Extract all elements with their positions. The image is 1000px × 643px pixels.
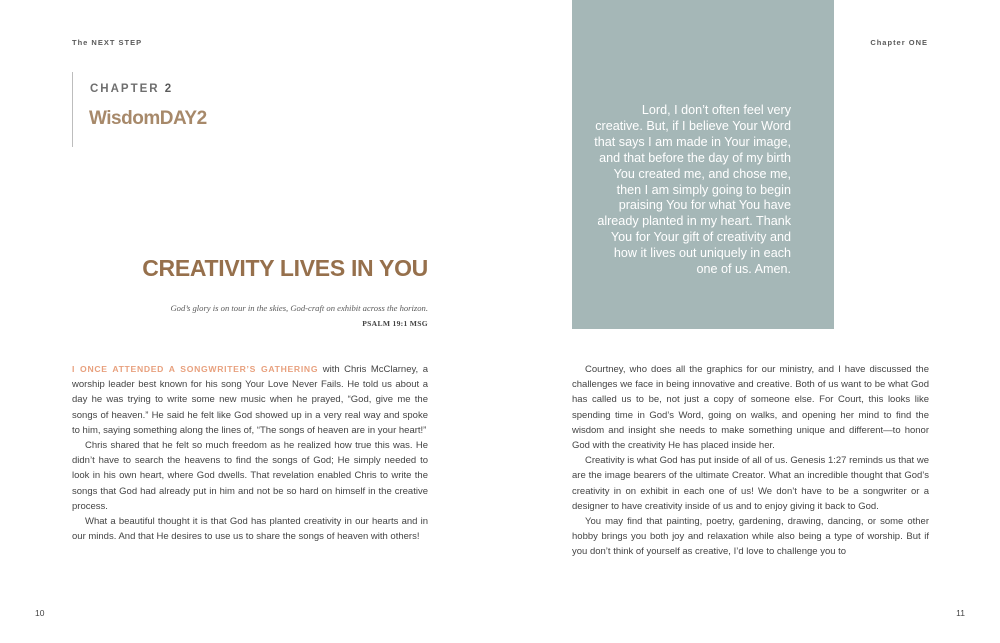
day-title: WisdomDAY2 (89, 108, 207, 129)
left-body-text (72, 362, 428, 544)
prayer-panel (572, 0, 834, 329)
left-paragraph-1 (72, 362, 428, 438)
chapter-number: 2 (164, 83, 174, 95)
right-paragraph-2: Creativity is what God has put inside of all of us. Genesis 1:27 reminds us that we are the image bearers of the ultimate Creator. What an incredible thought that God’s creativity in on exhibit in each one of us! We don’t have to be a songwriter or a designer to have creativity inside of us and to enjoy giving it back to God. (572, 455, 929, 512)
chapter-label (90, 83, 173, 95)
chapter-word: CHAPTER (90, 83, 160, 95)
lead-in: I ONCE ATTENDED A SONGWRITER’S GATHERING (72, 364, 319, 374)
page-title: CREATIVITY LIVES IN YOU (142, 255, 428, 281)
epigraph-quote: God’s glory is on tour in the skies, God-craft on exhibit across the horizon. (170, 303, 428, 313)
left-paragraph-1-text: with Chris McClarney, a worship leader best known for his song Your Love Never Fails. He told us about a day he was trying to write some new music when he prayed, “God, give me the songs of heaven.” He said he felt like God showed up in a very real way and spoke to him, saying something along the lines of, “The songs of heaven are in your heart!” (72, 364, 428, 436)
page-number-right: 11 (956, 608, 965, 618)
epigraph-reference: PSALM 19:1 MSG (362, 319, 428, 328)
right-body-text (572, 362, 929, 560)
right-paragraph-3: You may find that painting, poetry, gardening, drawing, dancing, or some other hobby brings you both joy and relaxation while also being a type of worship. But if you don’t think of yourself as creative, I’d love to challenge you to (572, 516, 929, 558)
running-head-left: The NEXT STEP (72, 38, 143, 47)
epigraph (68, 303, 428, 328)
right-paragraph-1: Courtney, who does all the graphics for our ministry, and I have discussed the challenges we face in being innovative and creative. Both of us want to be what God has called us to be, not just a copy of someone else. For Court, this looks like spending time in God’s Word, going on walks, and opening her mind to find the wisdom and insight she needs to make something unique and different—to honor God with the creativity He has placed inside her. (572, 364, 929, 452)
chapter-block (72, 72, 373, 147)
prayer-text: Lord, I don’t often feel very creative. But, if I believe Your Word that says I am made in Your image, and that before the day of my birth You created me, and chose me, then I am simply going to begin praising You for what You have already planted in my heart. Thank You for Your gift of creativity and how it lives out uniquely in each one of us. Amen. (594, 103, 791, 277)
left-paragraph-3: What a beautiful thought it is that God has planted creativity in our hearts and in our minds. And that He desires to use us to share the songs of heaven with others! (72, 516, 428, 543)
page-number-left: 10 (35, 608, 45, 618)
left-paragraph-2: Chris shared that he felt so much freedom as he realized how true this was. He didn’t have to search the heavens to find the songs of God; He simply needed to look in his own heart, where God dwells. That revelation enabled Chris to write the songs that God had already put in him and not be so hard on himself in the creative process. (72, 440, 428, 512)
running-head-right: Chapter ONE (870, 38, 928, 47)
